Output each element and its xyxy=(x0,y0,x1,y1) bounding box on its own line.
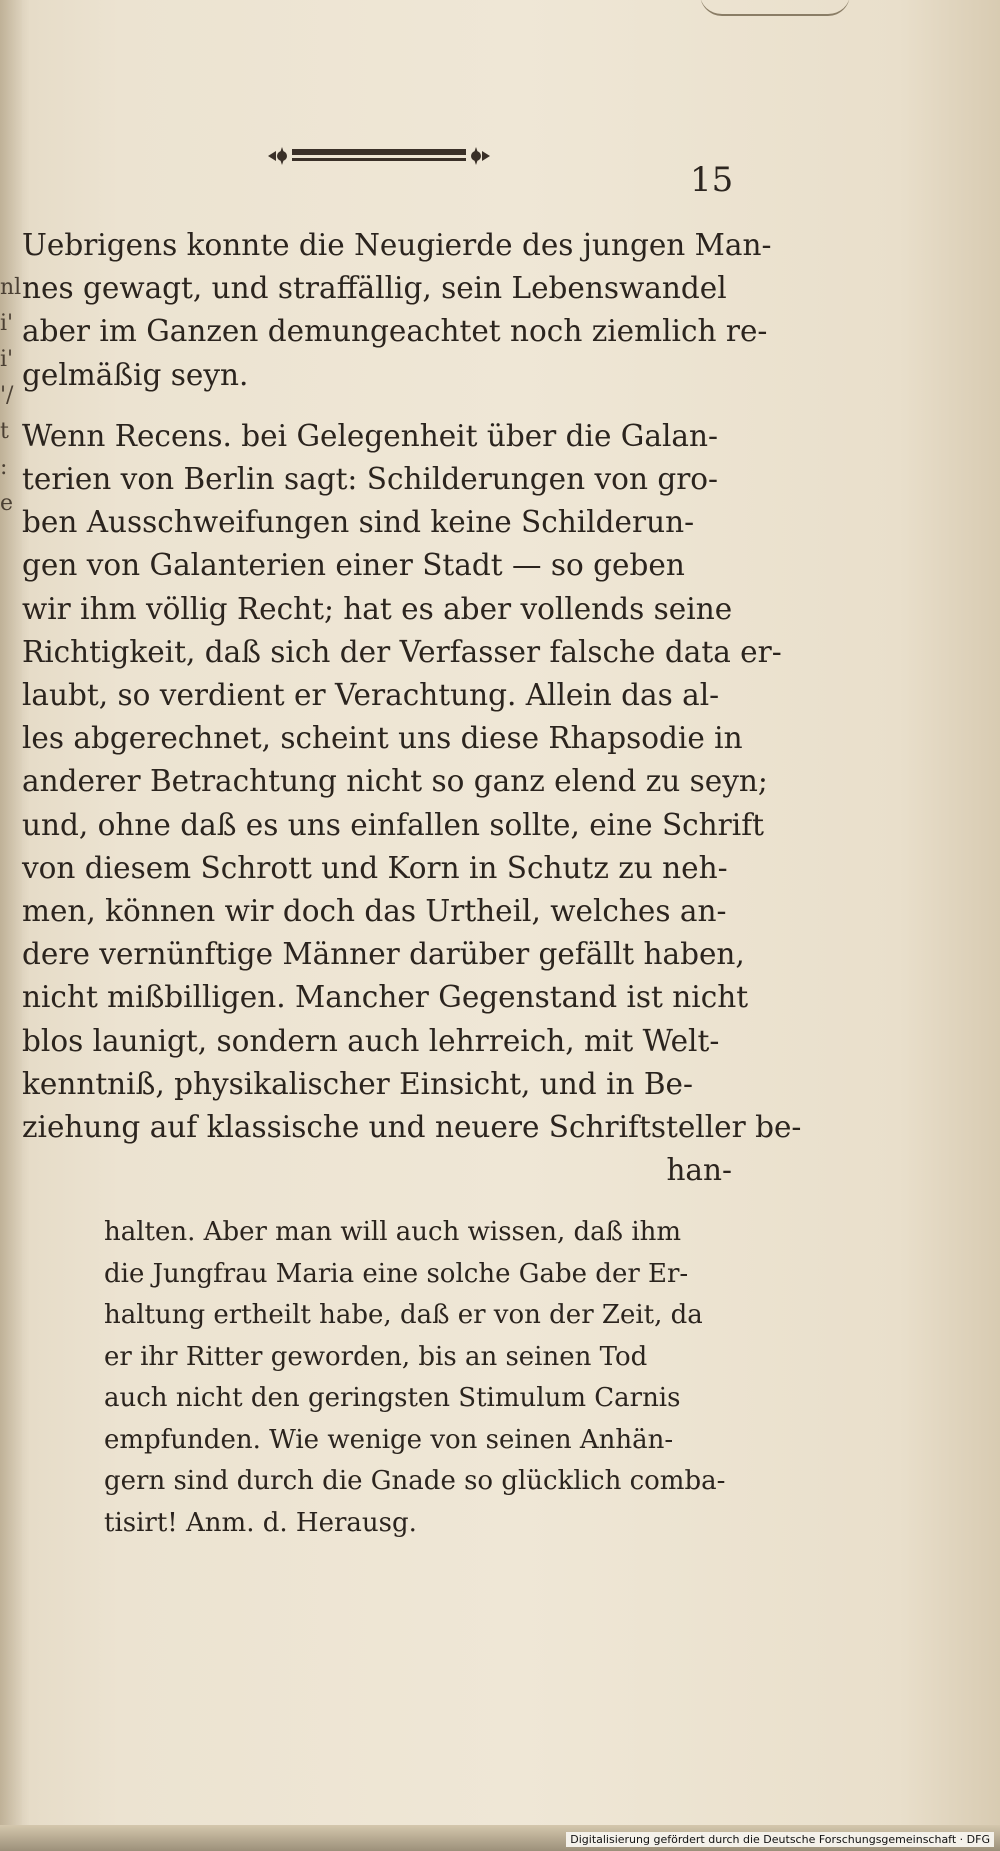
text-line: terien von Berlin sagt: Schilderungen von gro- xyxy=(22,462,719,497)
text-line: gen von Galanterien einer Stadt — so geben xyxy=(22,548,685,583)
text-line: Uebrigens konnte die Neugierde des jungen Man- xyxy=(22,228,772,262)
margin-mark: nl xyxy=(0,275,22,300)
footnote-line: haltung ertheilt habe, daß er von der Zeit, da xyxy=(104,1300,703,1330)
footnote-line: er ihr Ritter geworden, bis an seinen Tod xyxy=(104,1341,648,1372)
margin-marks xyxy=(0,270,20,522)
text-line: nes gewagt, und straffällig, sein Lebenswandel xyxy=(22,271,727,306)
text-line: blos launigt, sondern auch lehrreich, mit Welt- xyxy=(22,1023,720,1058)
margin-mark: '/ xyxy=(0,383,14,408)
text-line: ben Ausschweifungen sind keine Schilderun- xyxy=(22,505,695,540)
catchword: han- xyxy=(666,1153,732,1188)
text-line: gelmäßig seyn. xyxy=(22,357,249,392)
text-line: laubt, so verdient er Verachtung. Allein das al- xyxy=(22,678,720,713)
text-line: von diesem Schrott und Korn in Schutz zu neh- xyxy=(22,850,728,885)
margin-mark: t xyxy=(0,419,9,444)
margin-mark: i' xyxy=(0,311,14,336)
text-line: wir ihm völlig Recht; hat es aber vollends seine xyxy=(22,591,733,626)
footnote-line: auch nicht den geringsten Stimulum Carnis xyxy=(104,1383,681,1413)
text-line: dere vernünftige Männer darüber gefällt haben, xyxy=(22,937,745,972)
text-line: und, ohne daß es uns einfallen sollte, eine Schrift xyxy=(22,807,764,842)
main-text xyxy=(22,224,802,1192)
footnote-line: die Jungfrau Maria eine solche Gabe der Er- xyxy=(104,1258,689,1289)
text-line: Wenn Recens. bei Gelegenheit über die Galan- xyxy=(22,418,718,453)
page-number: 15 xyxy=(690,160,734,200)
text-line: kenntniß, physikalischer Einsicht, und in Be- xyxy=(22,1066,693,1101)
margin-mark: i' xyxy=(0,347,14,372)
text-line: nicht mißbilligen. Mancher Gegenstand ist nicht xyxy=(22,980,749,1015)
margin-mark: e xyxy=(0,491,14,516)
text-line: ziehung auf klassische und neuere Schriftsteller be- xyxy=(22,1110,802,1145)
text-line: les abgerechnet, scheint uns diese Rhapsodie in xyxy=(22,721,743,756)
footnote-line: halten. Aber man will auch wissen, daß ihm xyxy=(104,1217,682,1247)
margin-mark: : xyxy=(0,455,8,480)
text-line: men, können wir doch das Urtheil, welches an- xyxy=(22,894,727,929)
footnote xyxy=(104,1212,734,1544)
footnote-line: gern sind durch die Gnade so glücklich comba- xyxy=(104,1466,726,1496)
text-line: Richtigkeit, daß sich der Verfasser falsche data er- xyxy=(22,634,782,669)
footnote-line: tisirt! Anm. d. Herausg. xyxy=(104,1507,417,1538)
digitization-credit: Digitalisierung gefördert durch die Deutsche Forschungsgemeinschaft · DFG xyxy=(566,1832,994,1847)
footnote-line: empfunden. Wie wenige von seinen Anhän- xyxy=(104,1424,674,1455)
text-line: aber im Ganzen demungeachtet noch ziemlich re- xyxy=(22,314,768,349)
text-line: anderer Betrachtung nicht so ganz elend zu seyn; xyxy=(22,764,768,799)
header-ornament xyxy=(262,142,496,170)
paper-tear xyxy=(700,0,850,16)
